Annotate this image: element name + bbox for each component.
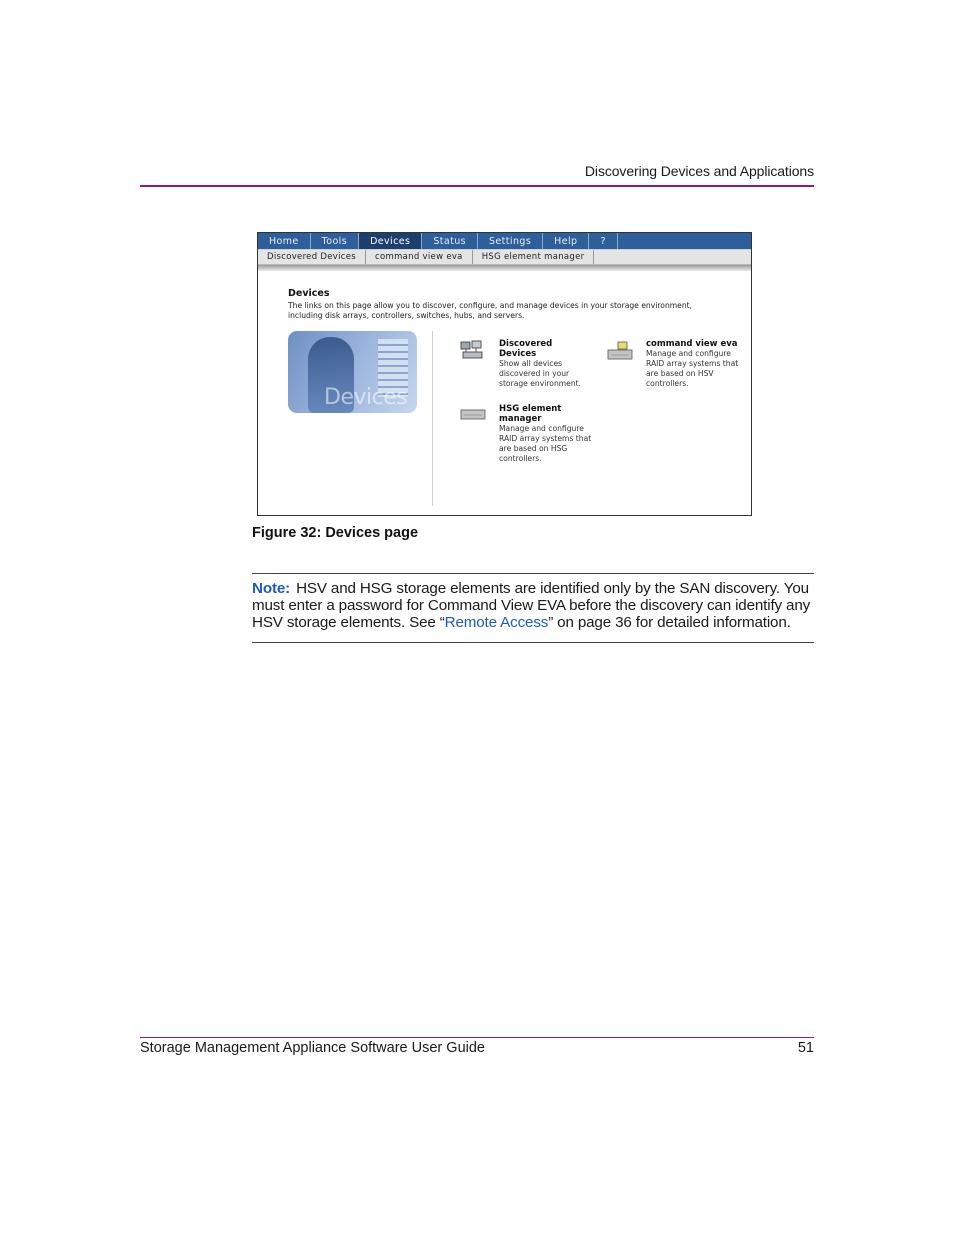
tab-status[interactable]: Status <box>422 233 478 249</box>
remote-access-link[interactable]: Remote Access <box>444 614 549 631</box>
note-box <box>252 573 814 643</box>
subtab-discovered-devices[interactable]: Discovered Devices <box>258 250 366 264</box>
note-paragraph <box>252 580 814 631</box>
running-head: Discovering Devices and Applications <box>584 163 814 179</box>
note-label: Note: <box>252 580 291 597</box>
tab-question[interactable]: ? <box>589 233 617 249</box>
tab-help[interactable]: Help <box>543 233 589 249</box>
devices-intro: The links on this page allow you to discover, configure, and manage devices in your storage environment, including disk arrays, controllers, switches, hubs, and servers. <box>288 301 693 320</box>
tab-settings[interactable]: Settings <box>478 233 543 249</box>
hsg-element-manager-link[interactable] <box>499 404 594 464</box>
devices-page-screenshot <box>257 232 752 516</box>
header-rule <box>140 185 814 187</box>
devices-banner-image <box>288 331 417 413</box>
figure-caption: Figure 32: Devices page <box>252 525 419 541</box>
link-title[interactable]: Discovered Devices <box>499 339 553 359</box>
nav-shadow <box>258 265 751 271</box>
note-text: HSV and HSG storage elements are identified only by the SAN discovery. You must enter a password for Command View EVA before the discovery can identify any HSV storage elements. See “ <box>252 580 811 631</box>
subtab-hsg-element-manager[interactable]: HSG element manager <box>473 250 595 264</box>
discovered-devices-link[interactable] <box>499 339 591 389</box>
link-title[interactable]: HSG element manager <box>499 404 562 424</box>
subtab-command-view-eva[interactable]: command view eva <box>366 250 473 264</box>
note-text-end: ” on page 36 for detailed information. <box>548 614 791 631</box>
tab-home[interactable]: Home <box>258 233 311 249</box>
tab-devices[interactable]: Devices <box>359 233 422 249</box>
page-number: 51 <box>797 1040 814 1056</box>
link-desc: Manage and configure RAID array systems that are based on HSG controllers. <box>499 424 592 463</box>
content-divider <box>432 331 433 506</box>
storage-array-icon[interactable] <box>460 409 486 421</box>
link-desc: Manage and configure RAID array systems that are based on HSV controllers. <box>646 349 739 388</box>
tab-tools[interactable]: Tools <box>311 233 359 249</box>
storage-array-icon[interactable] <box>607 341 633 361</box>
footer-title: Storage Management Appliance Software User Guide <box>140 1040 485 1056</box>
top-nav <box>258 233 751 250</box>
sub-nav <box>258 250 751 265</box>
link-desc: Show all devices discovered in your storage environment. <box>499 359 582 388</box>
link-title[interactable]: command view eva <box>646 339 738 349</box>
banner-word: Devices <box>324 385 408 410</box>
network-devices-icon[interactable] <box>460 340 484 360</box>
command-view-eva-link[interactable] <box>646 339 741 389</box>
devices-heading: Devices <box>288 288 330 299</box>
footer-rule <box>140 1037 814 1038</box>
